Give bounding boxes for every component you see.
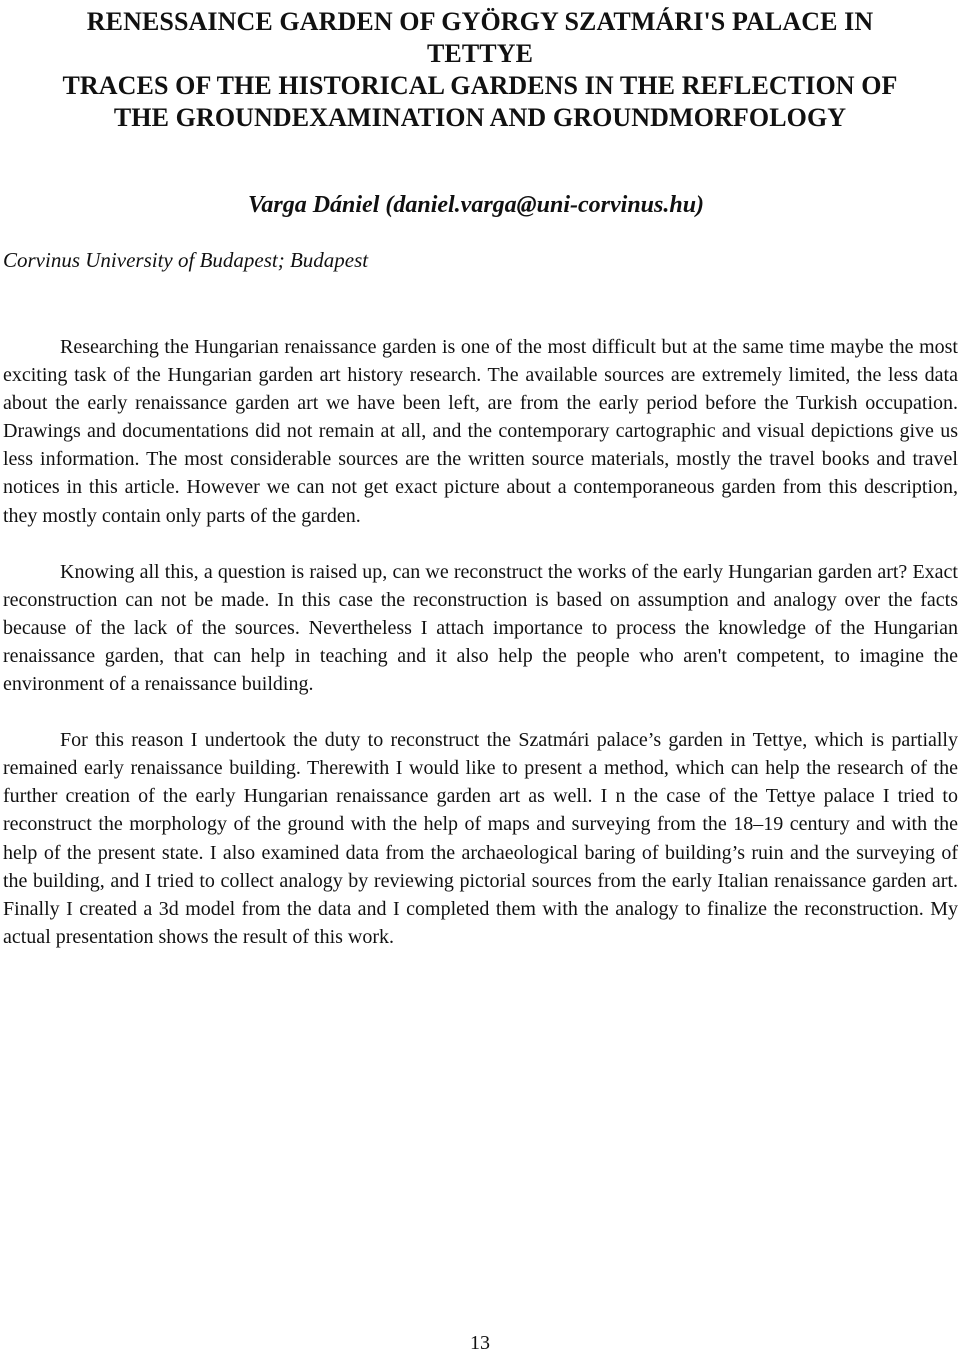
title-line-1: RENESSAINCE GARDEN OF GYÖRGY SZATMÁRI'S PALACE IN (86, 7, 874, 36)
title-line-3: TRACES OF THE HISTORICAL GARDENS IN THE REFLECTION OF (62, 71, 898, 100)
abstract-body (3, 333, 958, 951)
page-number: 13 (470, 1332, 490, 1354)
paragraph-2: Knowing all this, a question is raised up, can we reconstruct the works of the early Hungarian garden art? Exact reconstruction can not be made. In this case the reconstruction is based on assumption and analogy over the facts because of the lack of the sources. Nevertheless I attach importance to process the knowledge of the Hungarian renaissance garden, that can help in teaching and it also help the people who aren't competent, to imagine the environment of a renaissance building. (3, 560, 958, 696)
author-line: Varga Dániel (daniel.varga@uni-corvinus.hu) (248, 192, 705, 218)
title-line-4: THE GROUNDEXAMINATION AND GROUNDMORFOLOGY (113, 103, 847, 132)
paragraph-1: Researching the Hungarian renaissance garden is one of the most difficult but at the same time maybe the most exciting task of the Hungarian garden art history research. The available sources are extremely limited, the less data about the early renaissance garden art we have been left, are from the early period before the Turkish occupation. Drawings and documentations did not remain at all, and the contemporary cartographic and visual depictions give us less information. The most considerable sources are the written source materials, mostly the travel books and travel notices in this article. However we can not get exact picture about a contemporaneous garden from this description, they mostly contain only parts of the garden. (3, 336, 958, 527)
title-line-2: TETTYE (426, 39, 534, 68)
paragraph-3: For this reason I undertook the duty to reconstruct the Szatmári palace’s garden in Tettye, which is partially remained early renaissance building. Therewith I would like to present a method, which can help the research of the further creation of the early Hungarian renaissance garden art as well. I n the case of the Tettye palace I tried to reconstruct the morphology of the ground with the help of maps and surveying from the 18–19 century and with the help of the present state. I also examined data from the archaeological baring of building’s ruin and the surveying of the building, and I tried to collect analogy by reviewing pictorial sources from the early Italian renaissance garden art. Finally I created a 3d model from the data and I completed them with the analogy to finalize the reconstruction. My actual presentation shows the result of this work. (3, 729, 958, 948)
affiliation: Corvinus University of Budapest; Budapest (3, 248, 369, 272)
paper-title (0, 6, 960, 134)
